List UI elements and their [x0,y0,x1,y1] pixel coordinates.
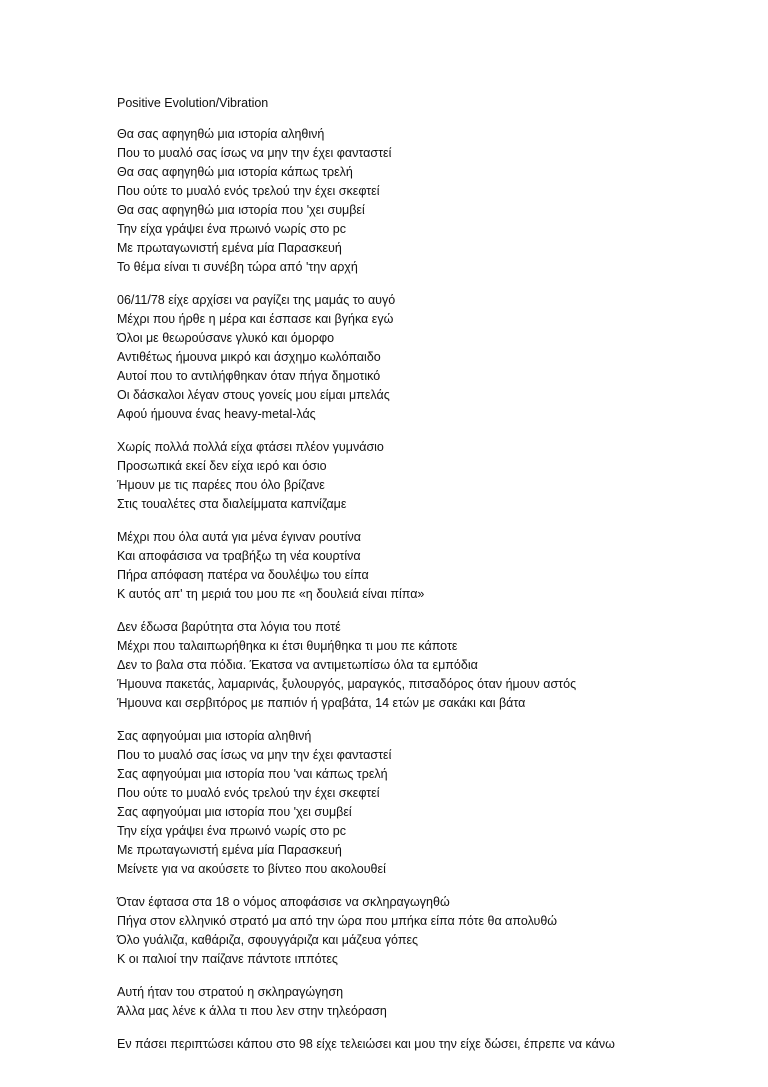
lyric-line: Μέχρι που ταλαιπωρήθηκα κι έτσι θυμήθηκα τι μου πε κάποτε [117,638,458,653]
lyric-line: 06/11/78 είχε αρχίσει να ραγίζει της μαμάς το αυγό [117,292,396,307]
lyric-line: Σας αφηγούμαι μια ιστορία που 'ναι κάπως τρελή [117,766,388,781]
stanza-2 [117,291,728,425]
lyric-line: Την είχα γράψει ένα πρωινό νωρίς στο pc [117,824,346,839]
lyric-line: Μέχρι που ήρθε η μέρα και έσπασε και βγήκα εγώ [117,311,394,326]
lyric-line: Οι δάσκαλοι λέγαν στους γονείς μου είμαι μπελάς [117,388,390,403]
stanza-7 [117,893,728,969]
lyric-line: Το θέμα είναι τι συνέβη τώρα από 'την αρχή [117,260,358,275]
document-title: Positive Evolution/Vibration [117,96,269,110]
lyric-line: Άλλα μας λένε κ άλλα τι που λεν στην τηλεόραση [117,1003,387,1018]
stanza-5 [117,618,728,713]
lyric-line: Κ οι παλιοί την παίζανε πάντοτε ιππότες [117,952,338,967]
lyric-line: Θα σας αφηγηθώ μια ιστορία κάπως τρελή [117,164,353,179]
lyric-line: Ήμουνα και σερβιτόρος με παπιόν ή γραβάτα, 14 ετών με σακάκι και βάτα [117,696,526,711]
lyric-line: Αφού ήμουνα ένας heavy-metal-λάς [117,407,316,422]
stanza-9 [117,1035,728,1054]
stanza-8 [117,983,728,1021]
lyric-line: Σας αφηγούμαι μια ιστορία αληθινή [117,728,312,743]
lyric-line: Που το μυαλό σας ίσως να μην την έχει φανταστεί [117,145,392,160]
lyric-line: Όλοι με θεωρούσανε γλυκό και όμορφο [117,331,335,346]
stanza-3 [117,438,728,514]
lyric-line: Εν πάσει περιπτώσει κάπου στο 98 είχε τελειώσει και μου την είχε δώσει, έπρεπε να κάνω [117,1036,615,1051]
lyric-line: Αυτοί που το αντιλήφθηκαν όταν πήγα δημοτικό [117,369,381,384]
lyric-line: Δεν το βαλα στα πόδια. Έκατσα να αντιμετωπίσω όλα τα εμπόδια [117,657,478,672]
lyric-line: Όταν έφτασα στα 18 ο νόμος αποφάσισε να σκληραγωγηθώ [117,894,450,909]
lyric-line: Κ αυτός απ' τη μεριά του μου πε «η δουλειά είναι πίπα» [117,587,425,602]
lyric-line: Ήμουν με τις παρέες που όλο βρίζανε [117,478,325,493]
lyric-line: Πήρα απόφαση πατέρα να δουλέψω του είπα [117,568,369,583]
lyrics-body [117,125,728,1054]
lyric-line: Μείνετε για να ακούσετε το βίντεο που ακολουθεί [117,862,386,877]
lyric-line: Με πρωταγωνιστή εμένα μία Παρασκευή [117,241,342,256]
lyric-line: Προσωπικά εκεί δεν είχα ιερό και όσιο [117,459,327,474]
lyric-line: Αυτή ήταν του στρατού η σκληραγώγηση [117,984,344,999]
stanza-4 [117,528,728,604]
lyric-line: Σας αφηγούμαι μια ιστορία που 'χει συμβεί [117,805,352,820]
lyric-line: Πήγα στον ελληνικό στρατό μα από την ώρα που μπήκα είπα πότε θα απολυθώ [117,914,558,929]
lyric-line: Την είχα γράψει ένα πρωινό νωρίς στο pc [117,222,346,237]
stanza-6 [117,727,728,880]
lyric-line: Ήμουνα πακετάς, λαμαρινάς, ξυλουργός, μαραγκός, πιτσαδόρος όταν ήμουν αστός [117,677,577,692]
lyric-line: Αντιθέτως ήμουνα μικρό και άσχημο κωλόπαιδο [117,350,381,365]
lyric-line: Και αποφάσισα να τραβήξω τη νέα κουρτίνα [117,548,361,563]
lyric-line: Στις τουαλέτες στα διαλείμματα καπνίζαμε [117,497,347,512]
lyric-line: Μέχρι που όλα αυτά για μένα έγιναν ρουτίνα [117,529,361,544]
lyric-line: Χωρίς πολλά πολλά είχα φτάσει πλέον γυμνάσιο [117,440,384,454]
lyric-line: Που το μυαλό σας ίσως να μην την έχει φανταστεί [117,747,392,762]
lyric-line: Με πρωταγωνιστή εμένα μία Παρασκευή [117,843,342,858]
lyric-line: Θα σας αφηγηθώ μια ιστορία που 'χει συμβεί [117,202,365,217]
lyric-line: Θα σας αφηγηθώ μια ιστορία αληθινή [117,126,325,141]
lyric-line: Δεν έδωσα βαρύτητα στα λόγια του ποτέ [117,619,341,634]
stanza-1 [117,125,728,278]
lyric-line: Όλο γυάλιζα, καθάριζα, σφουγγάριζα και μάζευα γόπες [117,933,419,948]
lyric-line: Που ούτε το μυαλό ενός τρελού την έχει σκεφτεί [117,183,380,198]
lyric-line: Που ούτε το μυαλό ενός τρελού την έχει σκεφτεί [117,786,380,800]
